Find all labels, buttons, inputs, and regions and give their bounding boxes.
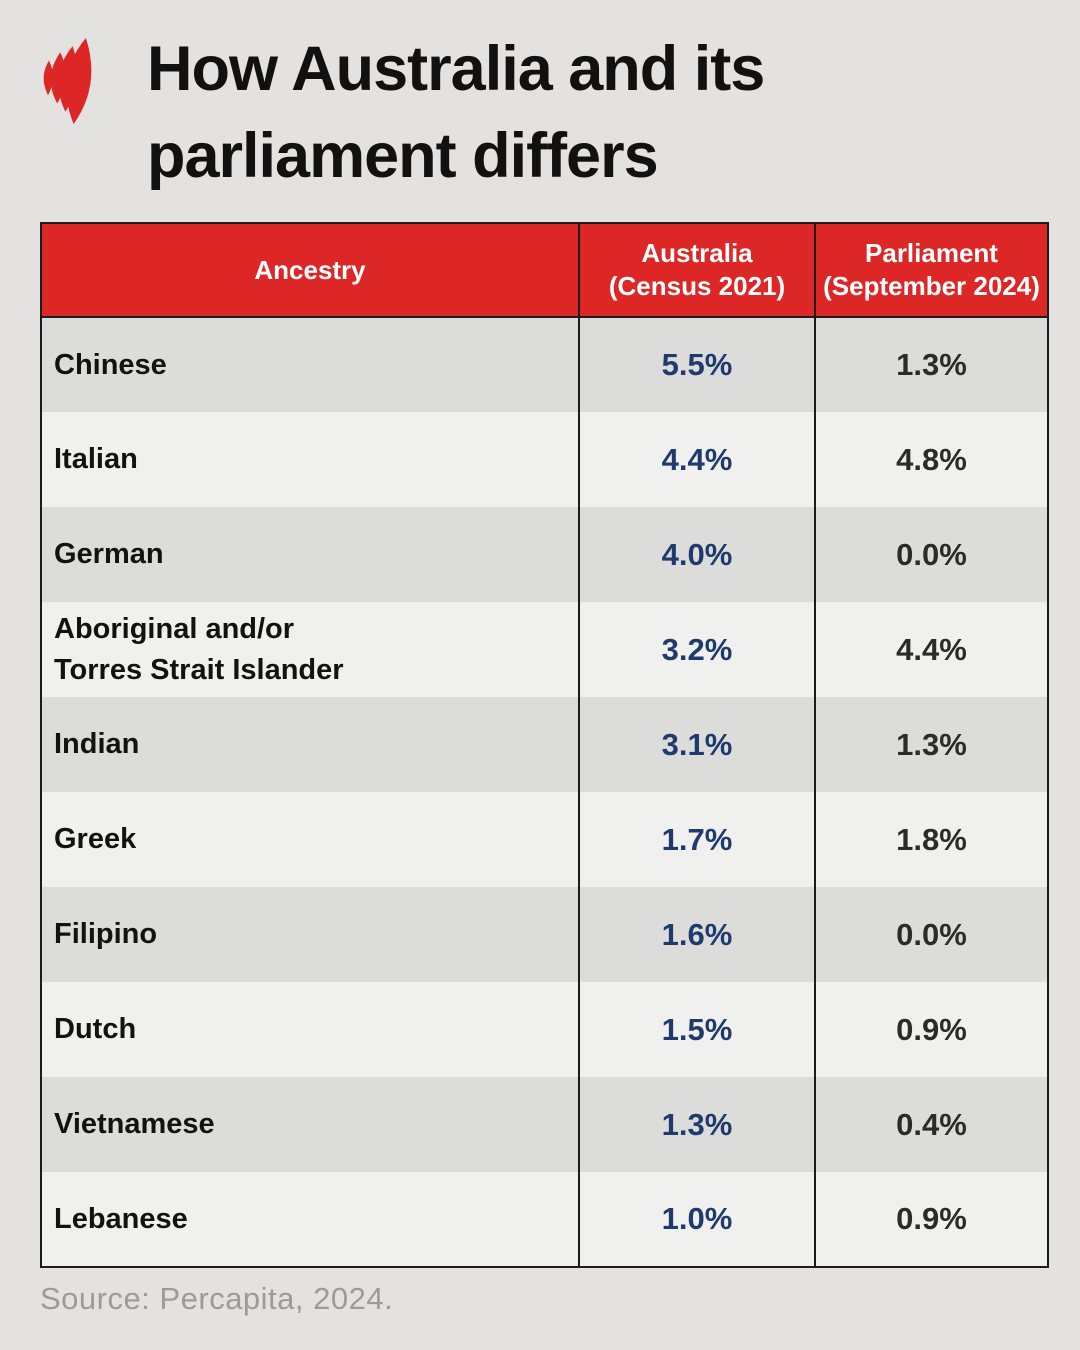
parliament-value: 1.3% <box>815 697 1048 792</box>
ancestry-cell <box>41 982 579 1077</box>
table-row <box>41 602 1048 697</box>
table-row <box>41 887 1048 982</box>
ancestry-cell <box>41 317 579 412</box>
header-ancestry: Ancestry <box>41 223 579 317</box>
table-row <box>41 1172 1048 1267</box>
header-parliament-line1: Parliament <box>865 238 998 268</box>
ancestry-cell <box>41 792 579 887</box>
ancestry-table <box>40 222 1049 1268</box>
parliament-value: 0.0% <box>815 887 1048 982</box>
australia-value: 1.5% <box>579 982 815 1077</box>
header-parliament-line2: (September 2024) <box>823 271 1040 301</box>
source-credit: Source: Percapita, 2024. <box>40 1281 394 1316</box>
ancestry-label: Italian <box>54 443 138 475</box>
parliament-value: 4.4% <box>815 602 1048 697</box>
australia-value: 1.7% <box>579 792 815 887</box>
ancestry-cell <box>41 697 579 792</box>
parliament-value: 0.9% <box>815 982 1048 1077</box>
parliament-value: 0.0% <box>815 507 1048 602</box>
australia-value: 3.1% <box>579 697 815 792</box>
parliament-value: 1.8% <box>815 792 1048 887</box>
title-line-1: How Australia and its <box>147 34 765 104</box>
ancestry-cell <box>41 1077 579 1172</box>
ancestry-label: Greek <box>54 823 137 855</box>
table-row <box>41 982 1048 1077</box>
ancestry-cell <box>41 1172 579 1267</box>
parliament-value: 0.4% <box>815 1077 1048 1172</box>
ancestry-label: Filipino <box>54 918 158 950</box>
ancestry-label: Chinese <box>54 348 167 381</box>
ancestry-cell <box>41 602 579 697</box>
ancestry-label-line2: Torres Strait Islander <box>54 653 344 686</box>
sbs-logo-icon <box>38 38 100 124</box>
australia-value: 1.0% <box>579 1172 815 1267</box>
header-australia <box>579 223 815 317</box>
parliament-value: 0.9% <box>815 1172 1048 1267</box>
australia-value: 1.3% <box>579 1077 815 1172</box>
australia-value: 1.6% <box>579 887 815 982</box>
page-title <box>147 26 764 200</box>
table-row <box>41 1077 1048 1172</box>
table-row <box>41 317 1048 412</box>
header-australia-line1: Australia <box>641 238 753 268</box>
table-row <box>41 412 1048 507</box>
parliament-value: 4.8% <box>815 412 1048 507</box>
ancestry-label: Indian <box>54 728 140 760</box>
ancestry-label: Dutch <box>54 1013 137 1045</box>
ancestry-cell <box>41 507 579 602</box>
australia-value: 3.2% <box>579 602 815 697</box>
header-australia-line2: (Census 2021) <box>608 271 786 301</box>
australia-value: 4.0% <box>579 507 815 602</box>
ancestry-label: German <box>54 538 164 570</box>
australia-value: 4.4% <box>579 412 815 507</box>
ancestry-cell <box>41 412 579 507</box>
header-parliament <box>815 223 1048 317</box>
ancestry-label: Lebanese <box>54 1202 188 1235</box>
australia-value: 5.5% <box>579 317 815 412</box>
ancestry-cell <box>41 887 579 982</box>
table-header-row <box>41 223 1048 317</box>
table-row <box>41 697 1048 792</box>
table-row <box>41 507 1048 602</box>
ancestry-label: Vietnamese <box>54 1108 215 1140</box>
table-row <box>41 792 1048 887</box>
ancestry-label: Aboriginal and/or <box>54 612 295 645</box>
parliament-value: 1.3% <box>815 317 1048 412</box>
title-line-2: parliament differs <box>147 121 658 191</box>
